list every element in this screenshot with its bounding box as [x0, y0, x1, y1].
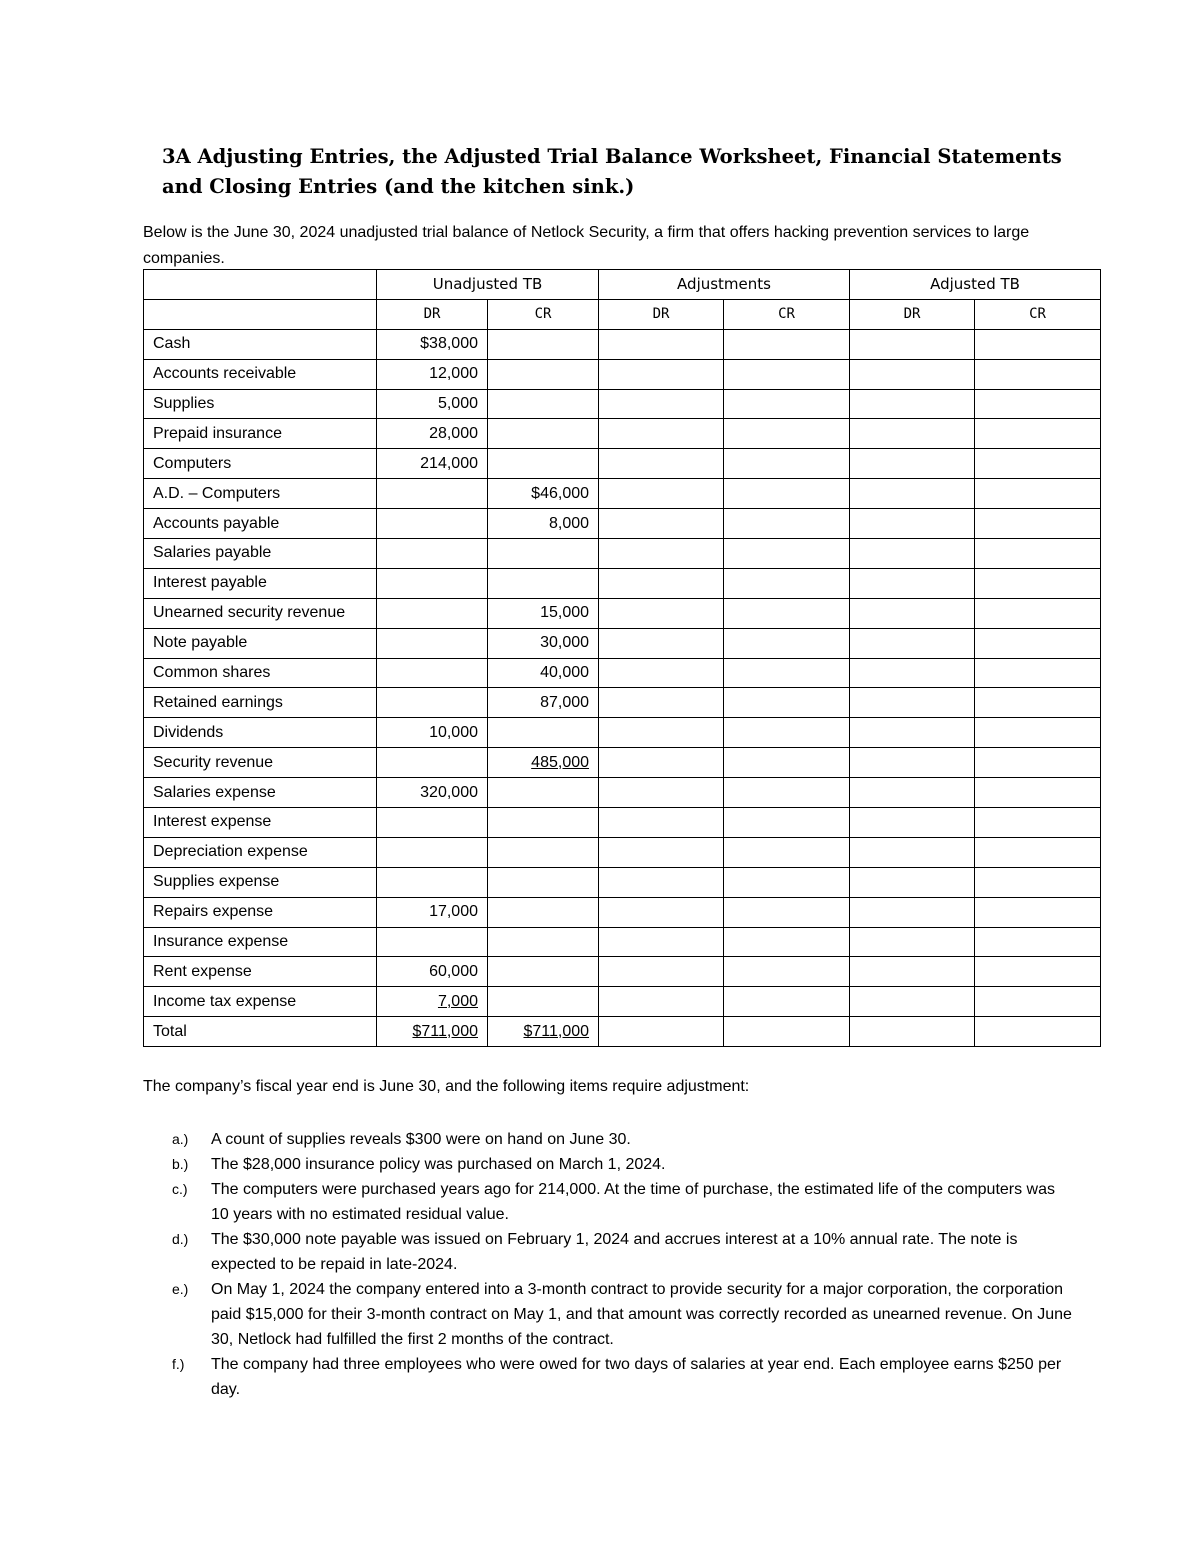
account-name [144, 479, 377, 509]
unadjusted-dr-cell [377, 539, 488, 569]
unadjusted-cr-cell [488, 808, 599, 838]
unadjusted-dr-cell [377, 329, 488, 359]
adjusted-dr-cell [850, 688, 975, 718]
adjusted-cr-cell [975, 718, 1101, 748]
account-name-value: Unearned security revenue [153, 604, 346, 622]
list-item [172, 1152, 1072, 1177]
unadjusted-dr-cell-value: 60,000 [429, 962, 478, 980]
adjusted-cr-cell [975, 449, 1101, 479]
table-row [144, 867, 1101, 897]
table-row [144, 568, 1101, 598]
table-row [144, 748, 1101, 778]
adjusted-cr-cell [975, 359, 1101, 389]
unadjusted-dr-cell [377, 987, 488, 1017]
unadjusted-dr-cell [377, 509, 488, 539]
unadjusted-cr-cell-value: $46,000 [531, 484, 590, 502]
table-row [144, 837, 1101, 867]
account-name-value: Supplies expense [153, 873, 280, 891]
adjusted-dr-cell [850, 329, 975, 359]
trial-balance-worksheet [143, 269, 1101, 1047]
unadjusted-dr-cell [377, 1017, 488, 1047]
adjustment-cr-cell [724, 718, 850, 748]
adjusted-cr-cell [975, 628, 1101, 658]
adjustment-dr-cell [599, 628, 724, 658]
account-name-value: A.D. – Computers [153, 484, 281, 502]
adjusted-dr-cell [850, 628, 975, 658]
account-name-value: Retained earnings [153, 693, 283, 711]
account-name [144, 837, 377, 867]
unadjusted-cr-cell [488, 359, 599, 389]
unadjusted-dr-cell [377, 598, 488, 628]
adjusted-cr-cell [975, 389, 1101, 419]
adjusted-dr-cell [850, 359, 975, 389]
adjusted-dr-cell [850, 748, 975, 778]
item-marker: d.) [172, 1231, 189, 1247]
adjustment-dr-cell [599, 329, 724, 359]
unadjusted-cr-cell [488, 329, 599, 359]
group-header-row [144, 270, 1101, 300]
adjustment-dr-cell [599, 1017, 724, 1047]
unadjusted-dr-cell-value: $38,000 [420, 335, 478, 353]
adjustment-dr-cell [599, 598, 724, 628]
account-name [144, 808, 377, 838]
header-cr: CR [724, 299, 850, 329]
adjusted-cr-cell [975, 658, 1101, 688]
adjustment-dr-cell [599, 957, 724, 987]
account-name [144, 389, 377, 419]
adjustment-dr-cell [599, 359, 724, 389]
adjusted-cr-cell [975, 957, 1101, 987]
account-name [144, 509, 377, 539]
list-item [172, 1277, 1072, 1352]
account-name [144, 867, 377, 897]
unadjusted-cr-cell [488, 389, 599, 419]
unadjusted-cr-cell [488, 658, 599, 688]
account-name [144, 778, 377, 808]
unadjusted-dr-cell-value: 10,000 [429, 723, 478, 741]
account-name [144, 897, 377, 927]
adjusted-dr-cell [850, 449, 975, 479]
unadjusted-dr-cell-value: 17,000 [429, 903, 478, 921]
unadjusted-dr-cell [377, 837, 488, 867]
corner-cell [144, 299, 377, 329]
adjusted-cr-cell [975, 509, 1101, 539]
account-name-value: Common shares [153, 664, 271, 682]
adjusted-dr-cell [850, 389, 975, 419]
table-row [144, 658, 1101, 688]
unadjusted-cr-cell [488, 897, 599, 927]
unadjusted-cr-cell [488, 957, 599, 987]
adjustment-cr-cell [724, 389, 850, 419]
adjustment-dr-cell [599, 897, 724, 927]
adjusted-dr-cell [850, 778, 975, 808]
account-name [144, 748, 377, 778]
adjusted-cr-cell [975, 688, 1101, 718]
table-row [144, 688, 1101, 718]
adjustment-cr-cell [724, 867, 850, 897]
item-text: The company had three employees who were owed for two days of salaries at year end. Each employee earns $250 per day. [211, 1356, 1062, 1398]
unadjusted-dr-cell [377, 479, 488, 509]
adjusted-dr-cell [850, 509, 975, 539]
table-row [144, 808, 1101, 838]
account-name-value: Insurance expense [153, 933, 289, 951]
adjusted-cr-cell [975, 897, 1101, 927]
adjustment-dr-cell [599, 688, 724, 718]
adjustment-cr-cell [724, 628, 850, 658]
account-name [144, 568, 377, 598]
adjustment-dr-cell [599, 389, 724, 419]
unadjusted-cr-cell-value: 8,000 [548, 514, 590, 532]
account-name [144, 359, 377, 389]
corner-cell [144, 270, 377, 300]
adjustment-cr-cell [724, 449, 850, 479]
account-name-value: Repairs expense [153, 903, 274, 921]
account-name [144, 1017, 377, 1047]
unadjusted-cr-cell [488, 479, 599, 509]
adjusted-cr-cell [975, 867, 1101, 897]
unadjusted-dr-cell [377, 628, 488, 658]
unadjusted-cr-cell-value: 40,000 [540, 664, 590, 682]
adjusted-dr-cell [850, 837, 975, 867]
adjustment-dr-cell [599, 479, 724, 509]
unadjusted-cr-cell [488, 987, 599, 1017]
adjusted-cr-cell [975, 539, 1101, 569]
adjusted-dr-cell [850, 927, 975, 957]
unadjusted-cr-cell [488, 778, 599, 808]
header-dr: DR [850, 299, 975, 329]
unadjusted-cr-cell [488, 867, 599, 897]
account-name-value: Dividends [153, 723, 224, 741]
unadjusted-cr-cell [488, 598, 599, 628]
adjustment-cr-cell [724, 688, 850, 718]
unadjusted-cr-cell-value: 30,000 [540, 634, 590, 652]
account-name [144, 987, 377, 1017]
table-row [144, 389, 1101, 419]
unadjusted-dr-cell [377, 718, 488, 748]
account-name [144, 957, 377, 987]
unadjusted-cr-cell [488, 509, 599, 539]
adjustment-cr-cell [724, 539, 850, 569]
account-name-value: Income tax expense [153, 992, 297, 1010]
header-adjustments: Adjustments [599, 270, 850, 300]
unadjusted-dr-cell [377, 688, 488, 718]
unadjusted-dr-cell [377, 389, 488, 419]
unadjusted-cr-cell-value: 485,000 [531, 753, 590, 771]
account-name [144, 419, 377, 449]
adjusted-cr-cell [975, 987, 1101, 1017]
adjustment-items-list [172, 1127, 1072, 1402]
page-title: 3A Adjusting Entries, the Adjusted Trial Balance Worksheet, Financial Statements and Closing Entries (and the kitchen sink.) [162, 145, 1062, 198]
header-unadjusted-tb: Unadjusted TB [377, 270, 599, 300]
adjusted-cr-cell [975, 329, 1101, 359]
adjustment-cr-cell [724, 479, 850, 509]
adjustment-cr-cell [724, 957, 850, 987]
adjusted-cr-cell [975, 568, 1101, 598]
table-row [144, 479, 1101, 509]
adjustment-cr-cell [724, 329, 850, 359]
unadjusted-cr-cell [488, 748, 599, 778]
account-name [144, 329, 377, 359]
adjustment-cr-cell [724, 658, 850, 688]
adjustment-cr-cell [724, 778, 850, 808]
unadjusted-cr-cell [488, 688, 599, 718]
adjustment-cr-cell [724, 359, 850, 389]
adjusted-dr-cell [850, 419, 975, 449]
unadjusted-dr-cell-value: 320,000 [420, 783, 478, 801]
adjustment-dr-cell [599, 658, 724, 688]
unadjusted-dr-cell-value: 7,000 [437, 992, 478, 1010]
unadjusted-cr-cell [488, 568, 599, 598]
adjustment-cr-cell [724, 1017, 850, 1047]
account-name-value: Interest payable [153, 574, 267, 592]
account-name-value: Security revenue [153, 753, 274, 771]
unadjusted-cr-cell [488, 449, 599, 479]
table-row [144, 1017, 1101, 1047]
adjustment-dr-cell [599, 718, 724, 748]
unadjusted-dr-cell [377, 359, 488, 389]
adjustment-dr-cell [599, 539, 724, 569]
adjusted-dr-cell [850, 539, 975, 569]
intro-paragraph: Below is the June 30, 2024 unadjusted trial balance of Netlock Security, a firm that offers hacking prevention services to large companies. [143, 224, 1030, 267]
unadjusted-dr-cell-value: 12,000 [429, 365, 478, 383]
unadjusted-dr-cell [377, 778, 488, 808]
unadjusted-cr-cell-value: 87,000 [540, 693, 590, 711]
account-name-value: Supplies [153, 395, 215, 412]
adjusted-dr-cell [850, 479, 975, 509]
account-name [144, 718, 377, 748]
adjusted-dr-cell [850, 957, 975, 987]
adjusted-cr-cell [975, 748, 1101, 778]
account-name-value: Total [153, 1022, 187, 1040]
adjusted-dr-cell [850, 808, 975, 838]
table-row [144, 987, 1101, 1017]
adjustment-cr-cell [724, 927, 850, 957]
unadjusted-dr-cell [377, 449, 488, 479]
unadjusted-dr-cell [377, 957, 488, 987]
account-name [144, 688, 377, 718]
unadjusted-dr-cell [377, 808, 488, 838]
adjusted-cr-cell [975, 837, 1101, 867]
adjusted-cr-cell [975, 479, 1101, 509]
account-name-value: Depreciation expense [153, 843, 308, 861]
account-name-value: Computers [153, 454, 232, 472]
unadjusted-cr-cell-value: $711,000 [523, 1022, 590, 1040]
adjustment-cr-cell [724, 837, 850, 867]
adjustment-cr-cell [724, 568, 850, 598]
item-text: The $28,000 insurance policy was purchased on March 1, 2024. [211, 1156, 666, 1173]
adjustment-dr-cell [599, 867, 724, 897]
item-text: On May 1, 2024 the company entered into a 3-month contract to provide security for a major corporation, the corporation paid $15,000 for their 3-month contract on May 1, and that amount was correctly recorded as unearned revenue. On June 30, Netlock had fulfilled the first 2 months of the contract. [211, 1281, 1072, 1348]
adjusted-cr-cell [975, 927, 1101, 957]
account-name-value: Salaries payable [153, 544, 272, 562]
adjustment-dr-cell [599, 808, 724, 838]
adjustment-dr-cell [599, 449, 724, 479]
adjustment-dr-cell [599, 568, 724, 598]
adjusted-cr-cell [975, 808, 1101, 838]
item-text: The $30,000 note payable was issued on February 1, 2024 and accrues interest at a 10% annual rate. The note is expected to be repaid in late-2024. [211, 1231, 1018, 1273]
adjustment-cr-cell [724, 598, 850, 628]
unadjusted-dr-cell-value: 214,000 [420, 454, 478, 472]
table-row [144, 897, 1101, 927]
adjustment-cr-cell [724, 419, 850, 449]
item-marker: b.) [172, 1156, 189, 1172]
table-row [144, 329, 1101, 359]
list-item [172, 1127, 1072, 1152]
adjustment-dr-cell [599, 837, 724, 867]
unadjusted-dr-cell [377, 748, 488, 778]
adjusted-dr-cell [850, 598, 975, 628]
item-text: A count of supplies reveals $300 were on hand on June 30. [211, 1131, 631, 1148]
adjustment-cr-cell [724, 509, 850, 539]
account-name [144, 598, 377, 628]
unadjusted-dr-cell [377, 658, 488, 688]
adjusted-dr-cell [850, 568, 975, 598]
table-row [144, 539, 1101, 569]
adjusted-cr-cell [975, 419, 1101, 449]
unadjusted-dr-cell-value: $711,000 [412, 1022, 478, 1040]
table-row [144, 778, 1101, 808]
adjusted-dr-cell [850, 658, 975, 688]
list-item [172, 1177, 1072, 1227]
account-name-value: Accounts receivable [153, 365, 297, 383]
header-cr: CR [488, 299, 599, 329]
adjustment-dr-cell [599, 778, 724, 808]
adjustment-dr-cell [599, 419, 724, 449]
unadjusted-dr-cell [377, 568, 488, 598]
unadjusted-cr-cell [488, 927, 599, 957]
adjustment-dr-cell [599, 509, 724, 539]
list-item [172, 1352, 1072, 1402]
adjustment-intro: The company’s fiscal year end is June 30, and the following items require adjustment: [143, 1078, 750, 1095]
account-name-value: Accounts payable [153, 514, 280, 532]
table-row [144, 598, 1101, 628]
list-item [172, 1227, 1072, 1277]
account-name [144, 927, 377, 957]
item-marker: e.) [172, 1281, 189, 1297]
unadjusted-dr-cell-value: 28,000 [429, 424, 478, 442]
account-name [144, 539, 377, 569]
unadjusted-cr-cell-value: 15,000 [540, 604, 590, 622]
adjustment-dr-cell [599, 927, 724, 957]
table-row [144, 628, 1101, 658]
header-dr: DR [599, 299, 724, 329]
unadjusted-cr-cell [488, 628, 599, 658]
trial-balance-body [144, 329, 1101, 1046]
header-dr: DR [377, 299, 488, 329]
item-marker: a.) [172, 1131, 189, 1147]
adjusted-cr-cell [975, 1017, 1101, 1047]
adjusted-cr-cell [975, 778, 1101, 808]
unadjusted-dr-cell [377, 867, 488, 897]
account-name-value: Salaries expense [153, 783, 276, 801]
account-name [144, 628, 377, 658]
unadjusted-cr-cell [488, 837, 599, 867]
table-row [144, 957, 1101, 987]
account-name-value: Prepaid insurance [153, 424, 282, 442]
table-row [144, 927, 1101, 957]
unadjusted-dr-cell [377, 419, 488, 449]
table-row [144, 509, 1101, 539]
table-row [144, 449, 1101, 479]
unadjusted-dr-cell-value: 5,000 [437, 395, 478, 412]
table-row [144, 419, 1101, 449]
header-adjusted-tb: Adjusted TB [850, 270, 1101, 300]
account-name-value: Cash [153, 335, 191, 353]
unadjusted-dr-cell [377, 927, 488, 957]
unadjusted-cr-cell [488, 419, 599, 449]
unadjusted-cr-cell [488, 1017, 599, 1047]
table-row [144, 359, 1101, 389]
account-name [144, 658, 377, 688]
adjusted-cr-cell [975, 598, 1101, 628]
account-name-value: Interest expense [153, 813, 272, 831]
adjusted-dr-cell [850, 718, 975, 748]
account-name-value: Rent expense [153, 962, 252, 980]
adjustment-dr-cell [599, 748, 724, 778]
adjusted-dr-cell [850, 897, 975, 927]
adjusted-dr-cell [850, 1017, 975, 1047]
table-row [144, 718, 1101, 748]
adjustment-cr-cell [724, 987, 850, 1017]
adjustment-cr-cell [724, 748, 850, 778]
item-text: The computers were purchased years ago for 214,000. At the time of purchase, the estimated life of the computers was 10 years with no estimated residual value. [211, 1181, 1056, 1223]
adjustment-dr-cell [599, 987, 724, 1017]
header-cr: CR [975, 299, 1101, 329]
adjusted-dr-cell [850, 867, 975, 897]
adjusted-dr-cell [850, 987, 975, 1017]
sub-header-row [144, 299, 1101, 329]
unadjusted-cr-cell [488, 718, 599, 748]
item-marker: f.) [172, 1356, 185, 1372]
adjustment-cr-cell [724, 808, 850, 838]
unadjusted-dr-cell [377, 897, 488, 927]
unadjusted-cr-cell [488, 539, 599, 569]
item-marker: c.) [172, 1181, 188, 1197]
account-name [144, 449, 377, 479]
account-name-value: Note payable [153, 634, 248, 652]
adjustment-cr-cell [724, 897, 850, 927]
